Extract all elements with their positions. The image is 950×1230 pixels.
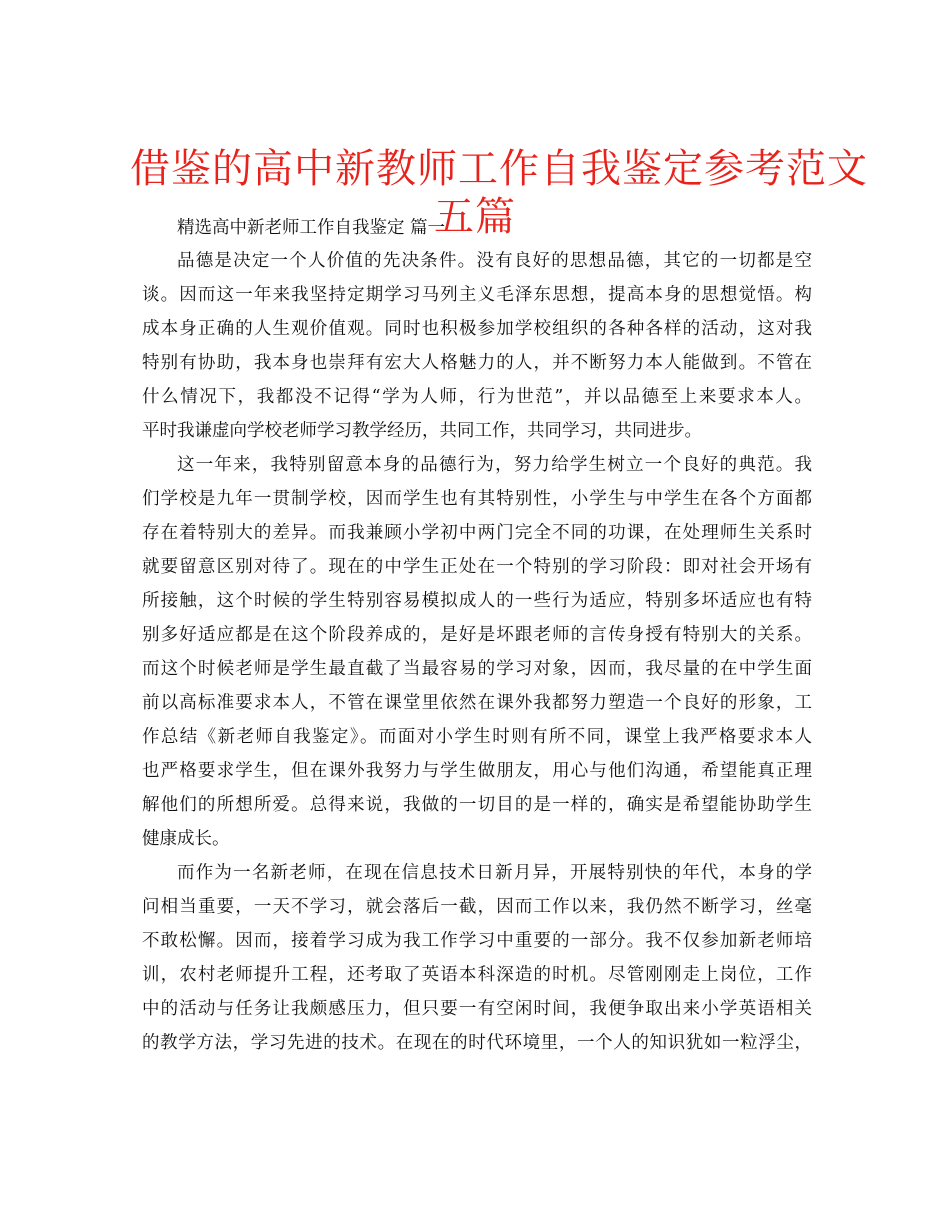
paragraph-line: 谈。因而这一年来我坚持定期学习马列主义毛泽东思想，提高本身的思想觉悟。构: [142, 285, 812, 305]
paragraph-line: 的教学方法，学习先进的技术。在现在的时代环境里，一个人的知识犹如一粒浮尘，: [142, 1033, 812, 1053]
paragraph-line: 问相当重要，一天不学习，就会落后一截，因而工作以来，我仍然不断学习，丝毫: [142, 897, 812, 917]
paragraph-line: 平时我谦虚向学校老师学习教学经历，共同工作，共同学习，共同进步。: [142, 421, 702, 441]
paragraph-line: 前以高标准要求本人，不管在课堂里依然在课外我都努力塑造一个良好的形象，工: [142, 693, 812, 713]
paragraph-3: [142, 856, 812, 1060]
paragraph-line: 训，农村老师提升工程，还考取了英语本科深造的时机。尽管刚刚走上岗位，工作: [142, 965, 812, 985]
paragraph-line: 这一年来，我特别留意本身的品德行为，努力给学生树立一个良好的典范。我: [177, 455, 812, 475]
paragraph-line: 成本身正确的人生观价值观。同时也积极参加学校组织的各种各样的活动，这对我: [142, 319, 812, 339]
paragraph-line: 别多好适应都是在这个阶段养成的，是好是坏跟老师的言传身授有特别大的关系。: [142, 625, 812, 645]
paragraph-line: 特别有协助，我本身也崇拜有宏大人格魅力的人，并不断努力本人能做到。不管在: [142, 353, 812, 373]
paragraph-1: [142, 244, 812, 448]
document-body: [142, 212, 812, 1060]
paragraph-line: 作总结《新老师自我鉴定》。而面对小学生时则有所不同，课堂上我严格要求本人: [142, 727, 812, 747]
title-line: 五篇: [434, 193, 516, 240]
paragraph-line: 不敢松懈。因而，接着学习成为我工作学习中重要的一部分。我不仅参加新老师培: [142, 931, 812, 951]
paragraph-line: 也严格要求学生，但在课外我努力与学生做朋友，用心与他们沟通，希望能真正理: [142, 761, 812, 781]
paragraph-line: 解他们的所想所爱。总得来说，我做的一切目的是一样的，确实是希望能协助学生: [142, 795, 812, 815]
paragraph-line: 而这个时候老师是学生最直截了当最容易的学习对象，因而，我尽量的在中学生面: [142, 659, 812, 679]
paragraph-line: 所接触，这个时候的学生特别容易模拟成人的一些行为适应，特别多坏适应也有特: [142, 591, 812, 611]
paragraph-line: 们学校是九年一贯制学校，因而学生也有其特别性，小学生与中学生在各个方面都: [142, 489, 812, 509]
paragraph-line: 而作为一名新老师，在现在信息技术日新月异，开展特别快的年代，本身的学: [177, 863, 812, 883]
paragraph-line: 健康成长。: [142, 829, 230, 849]
paragraph-line: 什么情况下，我都没不记得“学为人师，行为世范”，并以品德至上来要求本人。: [142, 387, 812, 407]
paragraph-line: 品德是决定一个人价值的先决条件。没有良好的思想品德，其它的一切都是空: [177, 251, 812, 271]
paragraph-line: 存在着特别大的差异。而我兼顾小学初中两门完全不同的功课，在处理师生关系时: [142, 523, 812, 543]
paragraph-line: 就要留意区别对待了。现在的中学生正处在一个特别的学习阶段：即对社会开场有: [142, 557, 812, 577]
paragraph-2: [142, 448, 812, 856]
title-line: 借鉴的高中新教师工作自我鉴定参考范文: [130, 145, 868, 192]
paragraph-line: 中的活动与任务让我颇感压力，但只要一有空闲时间，我便争取出来小学英语相关: [142, 999, 812, 1019]
section-subheading: 精选高中新老师工作自我鉴定 篇一: [177, 218, 446, 238]
